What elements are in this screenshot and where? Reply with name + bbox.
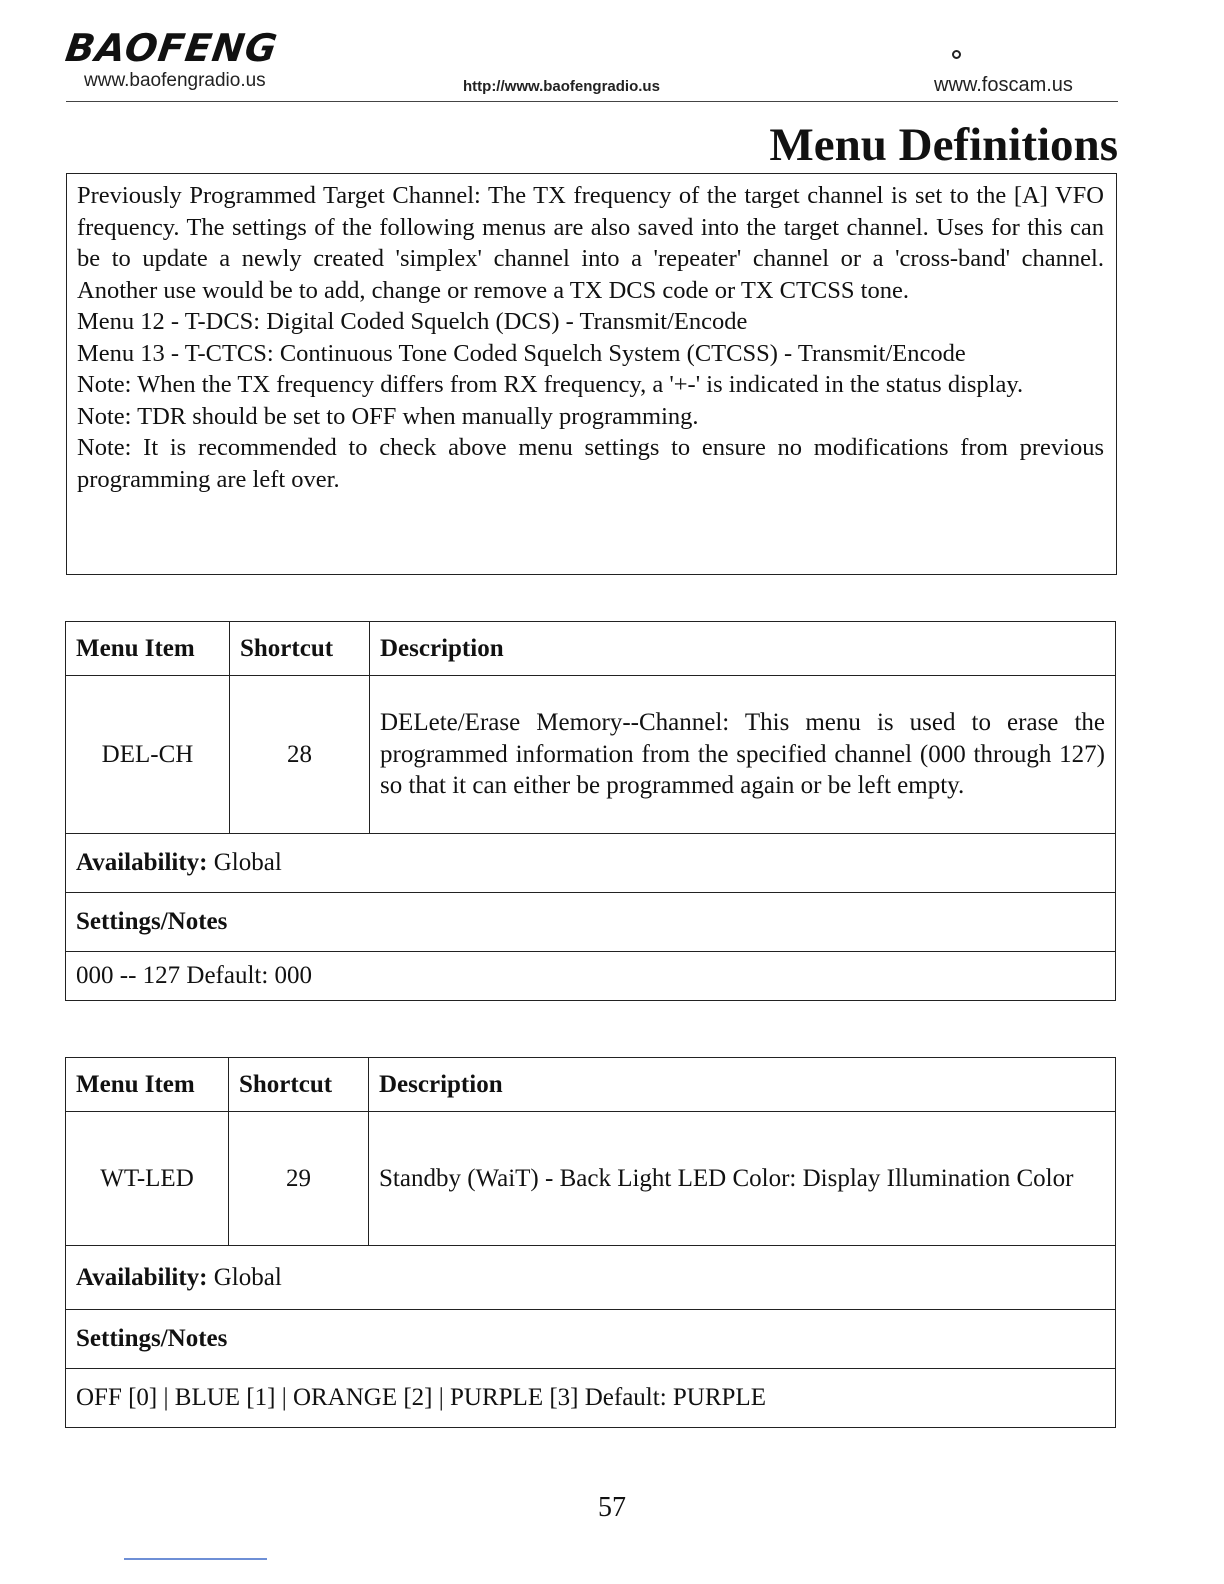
notes-header-row (66, 893, 1116, 952)
baofeng-logo: BAOFENG (62, 26, 281, 70)
header-description: Description (369, 1058, 1116, 1112)
availability-row (66, 1246, 1116, 1310)
shortcut-cell: 28 (230, 676, 370, 834)
site-url-left: www.baofengradio.us (84, 70, 266, 91)
header-divider (66, 101, 1118, 102)
header-menu-item: Menu Item (66, 1058, 229, 1112)
header-shortcut: Shortcut (230, 622, 370, 676)
shortcut-cell: 29 (229, 1112, 369, 1246)
header-description: Description (370, 622, 1116, 676)
table-row (66, 1112, 1116, 1246)
menu-item-cell: WT-LED (66, 1112, 229, 1246)
table-header-row (66, 1058, 1116, 1112)
menu-table-del-ch (65, 621, 1116, 1001)
availability-value: Global (213, 1263, 282, 1291)
intro-menu12: Menu 12 - T-DCS: Digital Coded Squelch (DCS) - Transmit/Encode (77, 308, 748, 335)
bullet-dot-icon (952, 50, 961, 59)
table-header-row (66, 622, 1116, 676)
intro-paragraph: Previously Programmed Target Channel: The TX frequency of the target channel is set to the [A] VFO frequency. The settings of the following menus are also saved into the target channel. Uses for this can be to update a newly created 'simplex' channel into a 'repeater' channel or a 'cross-band' channel. Another use would be to add, change or remove a TX DCS code or TX CTCSS tone. (77, 182, 1104, 304)
availability-value: Global (213, 849, 282, 876)
availability-row (66, 834, 1116, 893)
site-url-center: http://www.baofengradio.us (463, 78, 660, 95)
settings-notes-value: OFF [0] | BLUE [1] | ORANGE [2] | PURPLE [3] Default: PURPLE (66, 1369, 1116, 1428)
intro-box (66, 173, 1117, 575)
menu-item-cell: DEL-CH (66, 676, 230, 834)
intro-note-tdr: Note: TDR should be set to OFF when manually programming. (77, 402, 699, 430)
settings-notes-label: Settings/Notes (66, 893, 1116, 952)
notes-value-row (66, 952, 1116, 1001)
intro-note-status: Note: When the TX frequency differs from RX frequency, a '+-' is indicated in the status display. (77, 371, 1024, 398)
availability-label: Availability: (76, 849, 208, 876)
page-title: Menu Definitions (769, 119, 1118, 171)
header-shortcut: Shortcut (229, 1058, 369, 1112)
header-menu-item: Menu Item (66, 622, 230, 676)
notes-value-row (66, 1369, 1116, 1428)
footer-accent-line (124, 1558, 267, 1560)
table-row (66, 676, 1116, 834)
availability-cell (66, 834, 1116, 893)
description-cell: Standby (WaiT) - Back Light LED Color: Display Illumination Color (369, 1112, 1116, 1246)
page-number: 57 (598, 1492, 626, 1523)
settings-notes-label: Settings/Notes (66, 1310, 1116, 1369)
intro-menu13: Menu 13 - T-CTCS: Continuous Tone Coded Squelch System (CTCSS) - Transmit/Encode (77, 339, 966, 367)
settings-notes-value: 000 -- 127 Default: 000 (66, 952, 1116, 1001)
description-cell: DELete/Erase Memory--Channel: This menu is used to erase the programmed information from the specified channel (000 through 127) so that it can either be programmed again or be left empty. (370, 676, 1116, 834)
notes-header-row (66, 1310, 1116, 1369)
intro-note-check: Note: It is recommended to check above menu settings to ensure no modifications from previous programming are left over. (77, 434, 1104, 493)
availability-label: Availability: (76, 1263, 208, 1291)
availability-cell (66, 1246, 1116, 1310)
site-url-right: www.foscam.us (934, 74, 1073, 96)
menu-table-wt-led (65, 1057, 1116, 1428)
